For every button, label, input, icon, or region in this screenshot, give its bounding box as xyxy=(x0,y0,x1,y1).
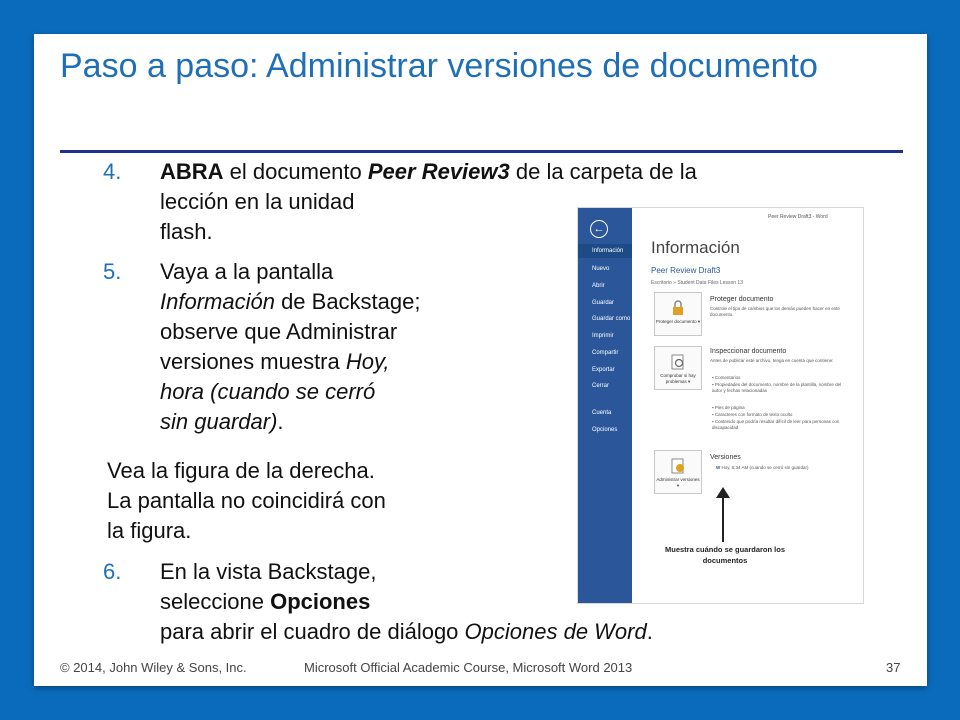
inspect-icon xyxy=(669,353,687,371)
step-5-line-6: sin guardar). xyxy=(160,409,284,434)
sidebar-item-imprimir[interactable]: Imprimir xyxy=(592,333,614,339)
sidebar-item-cuenta[interactable]: Cuenta xyxy=(592,410,612,416)
manage-versions-button[interactable]: Administrar versiones ▾ xyxy=(654,450,702,494)
step-5-line-3: observe que Administrar xyxy=(160,319,398,344)
sidebar-item-opciones[interactable]: Opciones xyxy=(592,427,618,433)
versions-heading: Versiones xyxy=(710,454,741,461)
footer-page-number: 37 xyxy=(886,660,901,675)
step-5-line-1: Vaya a la pantalla xyxy=(160,259,334,284)
step-5-number: 5. xyxy=(103,259,122,284)
inspect-item: ▪ Comentarios xyxy=(712,375,741,380)
inspect-item: ▪ Propiedades del documento, nombre de la plantilla, nombre del autor y fechas relacionadas xyxy=(712,382,842,393)
backstage-heading: Información xyxy=(651,238,740,257)
word-doc-icon: W xyxy=(716,465,721,470)
document-name: Peer Review Draft3 xyxy=(651,266,721,275)
window-title: Peer Review Draft3 - Word xyxy=(768,214,828,220)
footer-copyright: © 2014, John Wiley & Sons, Inc. xyxy=(60,660,247,675)
backstage-screenshot xyxy=(577,207,864,604)
check-issues-button[interactable]: Comprobar si hay problemas ▾ xyxy=(654,346,702,390)
document-path: Escritorio » Student Data Files Lesson 13 xyxy=(651,280,743,286)
slide-title: Paso a paso: Administrar versiones de documento xyxy=(60,47,818,85)
step-5-line-5: hora (cuando se cerró xyxy=(160,379,376,404)
step-4-line-2: lección en la unidad xyxy=(160,189,355,214)
sidebar-item-compartir[interactable]: Compartir xyxy=(592,350,619,356)
step-5-line-2: Información de Backstage; xyxy=(160,289,421,314)
inspect-description: Antes de publicar este archivo, tenga en cuenta que contiene: xyxy=(710,358,834,363)
protect-description: Controle el tipo de cambios que los demás pueden hacer en este documento. xyxy=(710,306,840,317)
step-4-line-1: ABRA el documento Peer Review3 de la carpeta de la xyxy=(160,159,697,184)
step-5-line-4: versiones muestra Hoy, xyxy=(160,349,390,374)
lock-icon xyxy=(669,299,687,317)
protect-document-button[interactable]: Proteger documento ▾ xyxy=(654,292,702,336)
step-4-number: 4. xyxy=(103,159,122,184)
version-entry[interactable]: W Hoy, 6:34 AM (cuando se cerró sin guardar) xyxy=(716,465,809,470)
inspect-item: ▪ Caracteres con formato de texto oculto xyxy=(712,412,793,417)
versions-icon xyxy=(669,457,687,475)
step-6-line-2: seleccione Opciones xyxy=(160,589,371,614)
inspect-item: ▪ Contenido que podría resultar difícil de leer para personas con discapacidad xyxy=(712,419,840,430)
sidebar-item-nuevo[interactable]: Nuevo xyxy=(592,266,610,272)
step-6-line-3: para abrir el cuadro de diálogo Opciones de Word. xyxy=(160,619,653,644)
note-line-1: Vea la figura de la derecha. xyxy=(107,458,375,483)
sidebar-item-informacion[interactable]: Información xyxy=(578,244,632,258)
sidebar-item-exportar[interactable]: Exportar xyxy=(592,367,615,373)
backstage-sidebar xyxy=(578,208,632,603)
step-6-line-1: En la vista Backstage, xyxy=(160,559,377,584)
callout-caption: Muestra cuándo se guardaron los documentos xyxy=(664,545,786,565)
step-6-number: 6. xyxy=(103,559,122,584)
title-rule xyxy=(60,150,903,153)
note-line-3: la figura. xyxy=(107,518,192,543)
step-4-line-3: flash. xyxy=(160,219,213,244)
inspect-heading: Inspeccionar documento xyxy=(710,348,787,355)
sidebar-item-guardar-como[interactable]: Guardar como xyxy=(592,316,631,322)
back-arrow-icon[interactable]: ← xyxy=(590,220,608,238)
sidebar-item-guardar[interactable]: Guardar xyxy=(592,300,615,306)
protect-heading: Proteger documento xyxy=(710,296,774,303)
callout-arrow xyxy=(722,495,724,542)
footer-course: Microsoft Official Academic Course, Microsoft Word 2013 xyxy=(304,660,633,675)
note-line-2: La pantalla no coincidirá con xyxy=(107,488,386,513)
sidebar-item-abrir[interactable]: Abrir xyxy=(592,283,605,289)
sidebar-item-cerrar[interactable]: Cerrar xyxy=(592,383,610,389)
inspect-item: ▪ Pies de página xyxy=(712,405,745,410)
